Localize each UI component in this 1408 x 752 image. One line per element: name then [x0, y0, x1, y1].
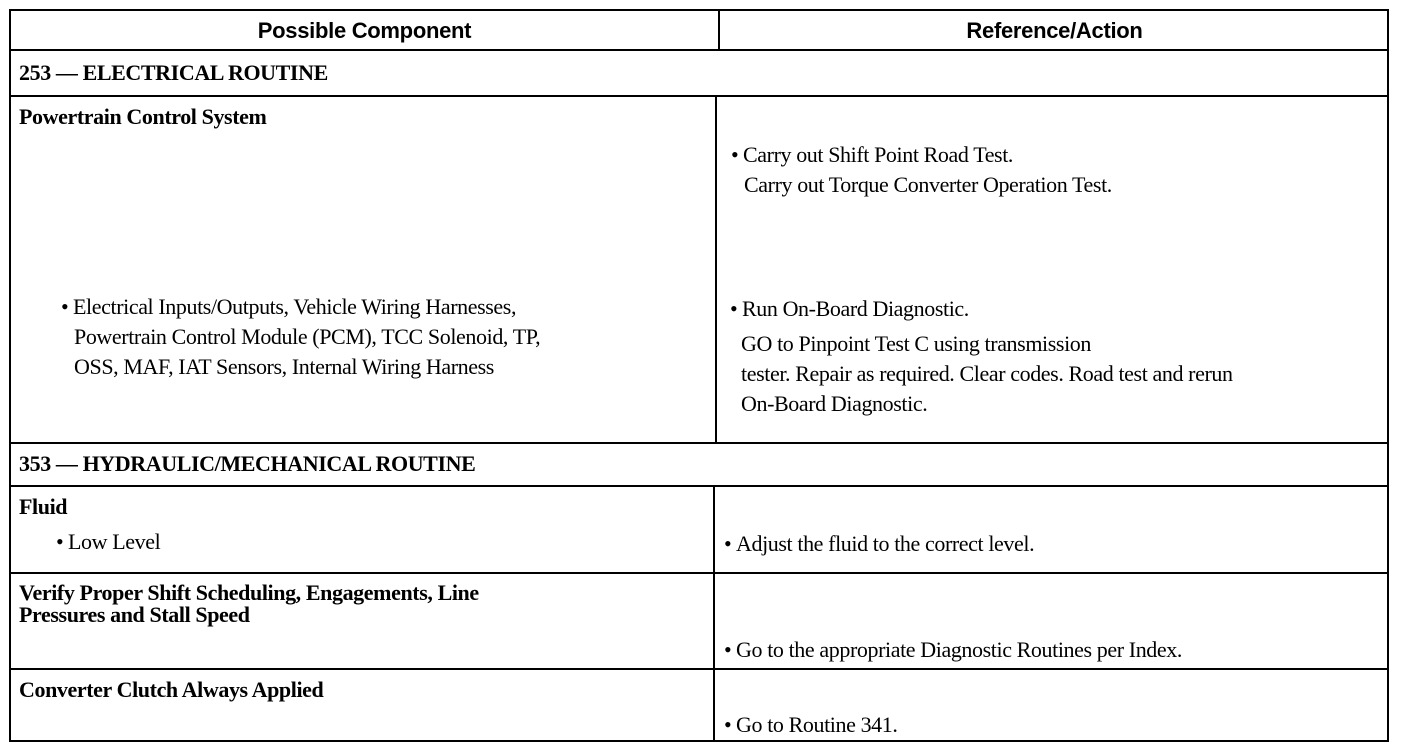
- row-divider: [11, 95, 1387, 97]
- row-divider: [11, 572, 1387, 574]
- action-adjust-fluid: • Adjust the fluid to the correct level.: [737, 529, 1034, 559]
- sub-electrical-line1: • Electrical Inputs/Outputs, Vehicle Wiring Harnesses,: [74, 292, 516, 322]
- sub-electrical-line3: OSS, MAF, IAT Sensors, Internal Wiring Harness: [74, 354, 494, 379]
- action-routine-341: • Go to Routine 341.: [737, 710, 897, 740]
- component-shift-line2: Pressures and Stall Speed: [19, 602, 250, 627]
- column-header-action: Reference/Action: [966, 18, 1143, 43]
- troubleshooting-table: [9, 9, 1389, 742]
- section-title-hydraulic: 353 — HYDRAULIC/MECHANICAL ROUTINE: [19, 451, 476, 476]
- component-fluid: Fluid: [19, 494, 68, 519]
- row-divider: [11, 668, 1387, 670]
- action-obd-line4: On-Board Diagnostic.: [741, 391, 928, 416]
- component-shift-line1: Verify Proper Shift Scheduling, Engagements, Line: [19, 580, 479, 605]
- sub-low-level: • Low Level: [69, 527, 160, 557]
- column-divider: [713, 485, 715, 742]
- column-divider: [715, 95, 717, 442]
- section-title-electrical: 253 — ELECTRICAL ROUTINE: [19, 60, 328, 85]
- row-divider: [11, 485, 1387, 487]
- column-header-component: Possible Component: [257, 18, 472, 43]
- action-obd-line3: tester. Repair as required. Clear codes. Road test and rerun: [741, 361, 1233, 386]
- action-diagnostic-routines: • Go to the appropriate Diagnostic Routines per Index.: [737, 635, 1182, 665]
- action-shift-test: • Carry out Shift Point Road Test.: [744, 140, 1013, 170]
- component-converter-clutch: Converter Clutch Always Applied: [19, 677, 324, 702]
- component-powertrain: Powertrain Control System: [19, 104, 267, 129]
- action-obd-line1: • Run On-Board Diagnostic.: [743, 294, 969, 324]
- action-obd-line2: GO to Pinpoint Test C using transmission: [741, 331, 1091, 356]
- row-divider: [11, 442, 1387, 444]
- sub-electrical-line2: Powertrain Control Module (PCM), TCC Solenoid, TP,: [74, 324, 541, 349]
- action-torque-test: Carry out Torque Converter Operation Test.: [744, 172, 1112, 197]
